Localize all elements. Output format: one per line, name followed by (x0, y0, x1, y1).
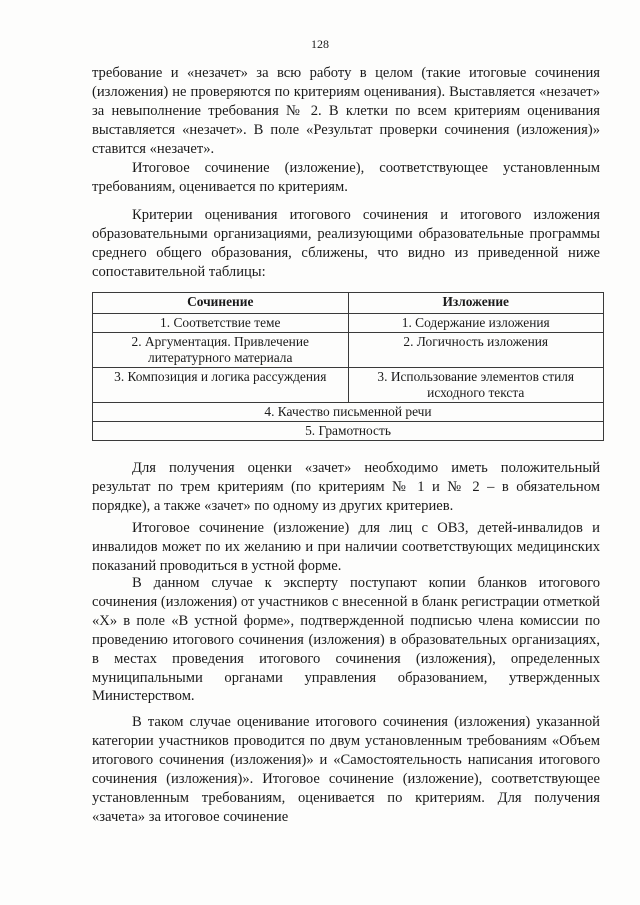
table-cell: 1. Соответствие теме (93, 314, 349, 333)
table-cell-shared: 4. Качество письменной речи (93, 403, 604, 422)
table-cell: 2. Аргументация. Привлечение литературного материала (93, 333, 349, 368)
criteria-comparison-table (92, 292, 604, 441)
paragraph-text: требование и «незачет» за всю работу в целом (такие итоговые сочинения (изложения) не проверяются по критериям оценивания). Выставляется «незачет» за невыполнение требования № 2. В клетки по всем критериям оценивания выставляется «незачет». В поле «Результат проверки сочинения (изложения)» ставится «незачет». (92, 65, 600, 157)
table-header-summary: Изложение (348, 293, 604, 314)
paragraph-text: Итоговое сочинение (изложение), соответствующее установленным требованиям, оценивается по критериям. (92, 160, 600, 195)
paragraph-text: В данном случае к эксперту поступают копии бланков итогового сочинения (изложения) от участников с внесенной в бланк регистрации отметкой «Х» в поле «В устной форме», подтвержденной подписью члена комиссии по проведению итогового сочинения (изложения) в образовательных организациях, в местах проведения итогового сочинения (изложения), определенных муниципальными органами управления образованием, утвержденных Министерством. (92, 575, 600, 705)
table-header-row (93, 293, 604, 314)
table-row (93, 314, 604, 333)
paragraph-expert-copies (92, 574, 600, 706)
paragraph-oral-form (92, 519, 600, 576)
paragraph-pass-requirements (92, 459, 600, 516)
paragraph-evaluation-requirements (92, 713, 600, 826)
paragraph-text: Критерии оценивания итогового сочинения и итогового изложения образовательными организациями, реализующими образовательные программы среднего общего образования, сближены, что видно из приведенной ниже сопоставительной таблицы: (92, 207, 600, 280)
table-cell-shared: 5. Грамотность (93, 422, 604, 441)
table-row (93, 368, 604, 403)
paragraph-criteria-intro (92, 159, 600, 197)
paragraph-continuation (92, 64, 600, 159)
table-cell: 2. Логичность изложения (348, 333, 604, 368)
table-row (93, 333, 604, 368)
table-cell: 3. Композиция и логика рассуждения (93, 368, 349, 403)
paragraph-text: Итоговое сочинение (изложение) для лиц с ОВЗ, детей-инвалидов и инвалидов может по их желанию и при наличии соответствующих медицинских показаний проводиться в устной форме. (92, 520, 600, 574)
table-row-shared (93, 422, 604, 441)
paragraph-text: Для получения оценки «зачет» необходимо иметь положительный результат по трем критериям (по критериям № 1 и № 2 – в обязательном порядке), а также «зачет» по одному из других критериев. (92, 460, 600, 514)
table-header-essay: Сочинение (93, 293, 349, 314)
page-number: 128 (311, 37, 329, 51)
paragraph-comparison-intro (92, 206, 600, 282)
table-cell: 3. Использование элементов стиля исходного текста (348, 368, 604, 403)
table-row-shared (93, 403, 604, 422)
table-cell: 1. Содержание изложения (348, 314, 604, 333)
paragraph-text: В таком случае оценивание итогового сочинения (изложения) указанной категории участников проводится по двум установленным требованиям «Объем итогового сочинения (изложения)» и «Самостоятельность написания итогового сочинения (изложения)». Итоговое сочинение (изложение), соответствующее установленным требованиям, оценивается по критериям. Для получения «зачета» за итоговое сочинение (92, 714, 600, 825)
